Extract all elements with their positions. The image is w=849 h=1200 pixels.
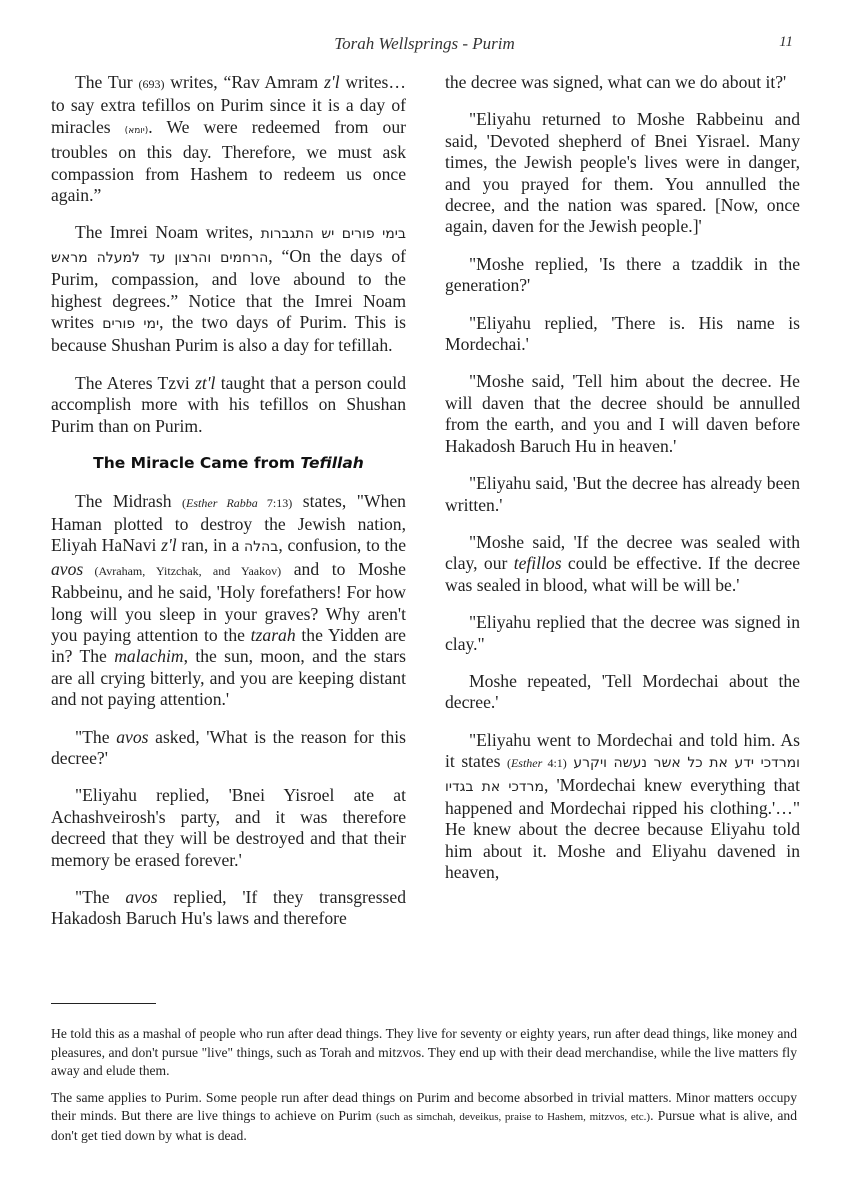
left-column: [51, 72, 406, 946]
hebrew-quote: ומרדכי ידע את כל אשר נעשה ויקרע מרדכי את בגדיו: [445, 755, 800, 795]
paragraph-imrei-noam: The Imrei Noam writes, בימי פורים יש התגברות הרחמים והרצון עד למעלה מראש, “On the days of Purim, compassion, and love abound to the highest degrees.” Notice that the Imrei Noam writes ימי פורים, the two days of Purim. This is because Shushan Purim is also a day for tefillah.: [51, 222, 407, 356]
paragraph-eliyahu-went: "Eliyahu went to Mordechai and told him. As it states (Esther 4:1) ומרדכי ידע את כל אשר נעשה ויקרע מרדכי את בגדיו, 'Mordechai knew everything that happened and Mordechai ripped his clothing.'…" He knew about the decree because Eliyahu told him about it. Moshe and Eliyahu davened in heaven,: [445, 729, 800, 883]
paragraph-continued: the decree was signed, what can we do about it?': [445, 72, 787, 92]
hebrew-ref: (יומא): [124, 125, 149, 136]
footnote-divider: [51, 1003, 156, 1004]
paragraph-moshe-replied: "Moshe replied, 'Is there a tzaddik in the generation?': [445, 253, 800, 296]
paragraph-moshe-repeated: Moshe repeated, 'Tell Mordechai about the decree.': [445, 670, 800, 713]
paragraph-eliyahu-mordechai: "Eliyahu replied, 'There is. His name is Mordechai.': [445, 312, 800, 355]
source-ref: (Esther Rabba 7:13): [182, 495, 293, 510]
page-number: 11: [779, 34, 793, 50]
section-heading: The Miracle Came from Tefillah: [93, 454, 364, 473]
paragraph-ateres-tzvi: The Ateres Tzvi zt'l taught that a person could accomplish more with his tefillos on Shushan Purim than on Purim.: [51, 372, 406, 436]
paragraph-eliyahu-replied: "Eliyahu replied, 'Bnei Yisroel ate at Achashveirosh's party, and it was therefore decreed that they will be destroyed and that their memory be erased forever.': [51, 785, 406, 870]
paragraph-sealed-clay: "Moshe said, 'If the decree was sealed with clay, our tefillos could be effective. If the decree was sealed in blood, what will be will be.': [445, 531, 801, 595]
paragraph-decree-written: "Eliyahu said, 'But the decree has already been written.': [445, 473, 800, 515]
hebrew-term: ימי פורים: [102, 316, 160, 333]
hebrew-quote: בימי פורים יש התגברות הרחמים והרצון עד למעלה מראש: [51, 226, 406, 266]
footnote-mashal: He told this as a mashal of people who run after dead things. They live for seventy or eighty years, run after dead things, like money and pleasures, and don't pursue "live" things, such as Torah and mitzvos. They end up with their dead merchandise, while the live matters fly away and elude them.: [51, 1026, 797, 1078]
footnotes: [51, 1025, 797, 1153]
running-header: [0, 34, 849, 56]
paragraph-moshe-said: "Moshe said, 'Tell him about the decree. He will daven that the decree should be annulled from the earth, and you and I will daven before Hakadosh Baruch Hu in heaven.': [445, 371, 800, 456]
source-ref: (693): [138, 77, 165, 91]
paragraph-midrash: The Midrash (Esther Rabba 7:13) states, "When Haman plotted to destroy the Jewish nation, Eliyah HaNavi z'l ran, in a בהלה, confusion, to the avos (Avraham, Yitzchak, and Yaakov) and to Moshe Rabbeinu, and he said, 'Holy forefathers! For how long will you sleep in your graves? Why aren't you paying attention to the tzarah the Yidden are in? The malachim, the sun, moon, and the stars are all crying bitterly, and you are keeping distant and not paying attention.': [51, 490, 407, 710]
book-title: Torah Wellsprings - Purim: [334, 34, 515, 53]
footnote-purim: The same applies to Purim. Some people run after dead things on Purim and become absorbed in trivial matters. Minor matters occupy their minds. But there are live things to achieve on Purim (such as simchah, deveikus, praise to Hashem, mitzvos, etc.). Pursue what is alive, and don't get tied down by what is dead.: [51, 1089, 797, 1143]
paragraph-signed-clay: "Eliyahu replied that the decree was signed in clay.": [445, 612, 800, 654]
hebrew-term: בהלה: [244, 539, 279, 556]
source-ref: (Esther 4:1): [506, 756, 567, 771]
paragraph-eliyahu-returned: "Eliyahu returned to Moshe Rabbeinu and said, 'Devoted shepherd of Bnei Yisrael. Many times, the Jewish people's lives were in danger, and you prayed for them. You annulled the decree, and the nation was spared. [Now, once again, daven for the Jewish people.]': [445, 109, 800, 237]
right-column: [445, 72, 800, 900]
paragraph-tur: The Tur (693) writes, “Rav Amram z'l writes… to say extra tefillos on Purim since it is a day of miracles (יומא). We were redeemed from our troubles on this day. Therefore, we must ask compassion from Hashem to redeem us once again.”: [51, 72, 406, 206]
paragraph-avos-replied: "The avos replied, 'If they transgressed Hakadosh Baruch Hu's laws and therefore: [51, 887, 407, 929]
paragraph-avos-asked: "The avos asked, 'What is the reason for this decree?': [51, 726, 406, 768]
